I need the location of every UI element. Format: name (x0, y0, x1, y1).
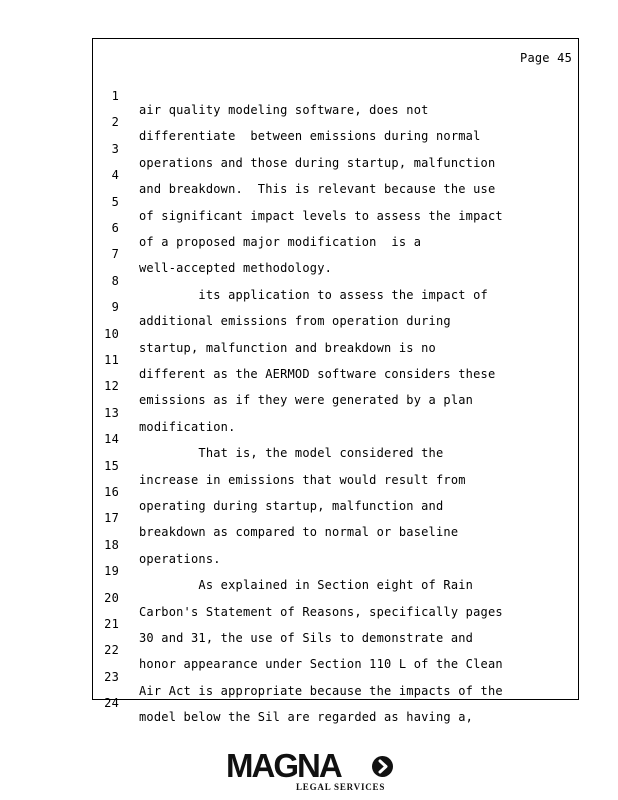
line-text: and breakdown. This is relevant because the use (139, 182, 496, 197)
line-number: 20 (104, 590, 119, 605)
line-text: of a proposed major modification is a (139, 235, 422, 249)
line-number: 11 (104, 353, 119, 367)
line-text: As explained in Section eight of Rain (139, 578, 474, 593)
line-number: 4 (111, 168, 119, 183)
transcript-line (93, 392, 236, 434)
line-number: 8 (111, 273, 119, 288)
transcript-line (93, 524, 221, 566)
line-number: 1 (111, 89, 119, 103)
line-number: 3 (111, 141, 119, 156)
line-number: 14 (104, 432, 119, 447)
line-number: 10 (104, 326, 119, 341)
logo-subtitle: LEGAL SERVICES (296, 782, 386, 792)
transcript-page (92, 38, 579, 725)
line-text: 30 and 31, the use of Sils to demonstrate and (139, 631, 474, 645)
line-number: 22 (104, 643, 119, 658)
line-text: honor appearance under Section 110 L of the Clean (139, 657, 503, 672)
line-number: 2 (111, 115, 119, 130)
magna-logo (226, 748, 396, 794)
line-text: its application to assess the impact of (139, 287, 488, 302)
line-number: 24 (104, 696, 119, 711)
line-text: That is, the model considered the (139, 446, 444, 461)
line-text: increase in emissions that would result from (139, 472, 466, 487)
line-text: model below the Sil are regarded as having a, (139, 710, 474, 725)
line-text: well-accepted methodology. (139, 261, 333, 276)
line-number: 7 (111, 247, 119, 262)
line-number: 9 (111, 300, 119, 315)
line-number: 15 (104, 458, 119, 473)
line-number: 16 (104, 485, 119, 499)
line-text: emissions as if they were generated by a plan (139, 393, 474, 408)
transcript-line (93, 75, 429, 117)
line-text: Carbon's Statement of Reasons, specifically pages (139, 604, 503, 619)
arrow-right-icon (372, 756, 393, 777)
line-text: startup, malfunction and breakdown is no (139, 340, 436, 355)
line-text: operations. (139, 551, 221, 566)
line-text: operations and those during startup, malfunction (139, 155, 496, 170)
line-number: 21 (104, 617, 119, 631)
line-number: 19 (104, 564, 119, 579)
line-number: 12 (104, 379, 119, 394)
line-text: Air Act is appropriate because the impacts of the (139, 683, 503, 698)
line-text: different as the AERMOD software considers these (139, 367, 496, 381)
line-text: breakdown as compared to normal or baseline (139, 525, 459, 540)
line-number: 17 (104, 511, 119, 526)
line-number: 18 (104, 537, 119, 552)
line-text: differentiate between emissions during normal (139, 129, 481, 144)
line-number: 13 (104, 405, 119, 420)
line-number: 23 (104, 669, 119, 684)
line-text: modification. (139, 419, 236, 434)
logo-wordmark: MAGNA (226, 747, 341, 784)
line-text: of significant impact levels to assess the impact (139, 208, 503, 223)
page-number: Page 45 (520, 51, 572, 65)
line-text: operating during startup, malfunction and (139, 499, 444, 513)
line-number: 6 (111, 221, 119, 235)
line-number: 5 (111, 194, 119, 209)
line-text: additional emissions from operation during (139, 314, 451, 329)
line-text: air quality modeling software, does not (139, 103, 429, 117)
